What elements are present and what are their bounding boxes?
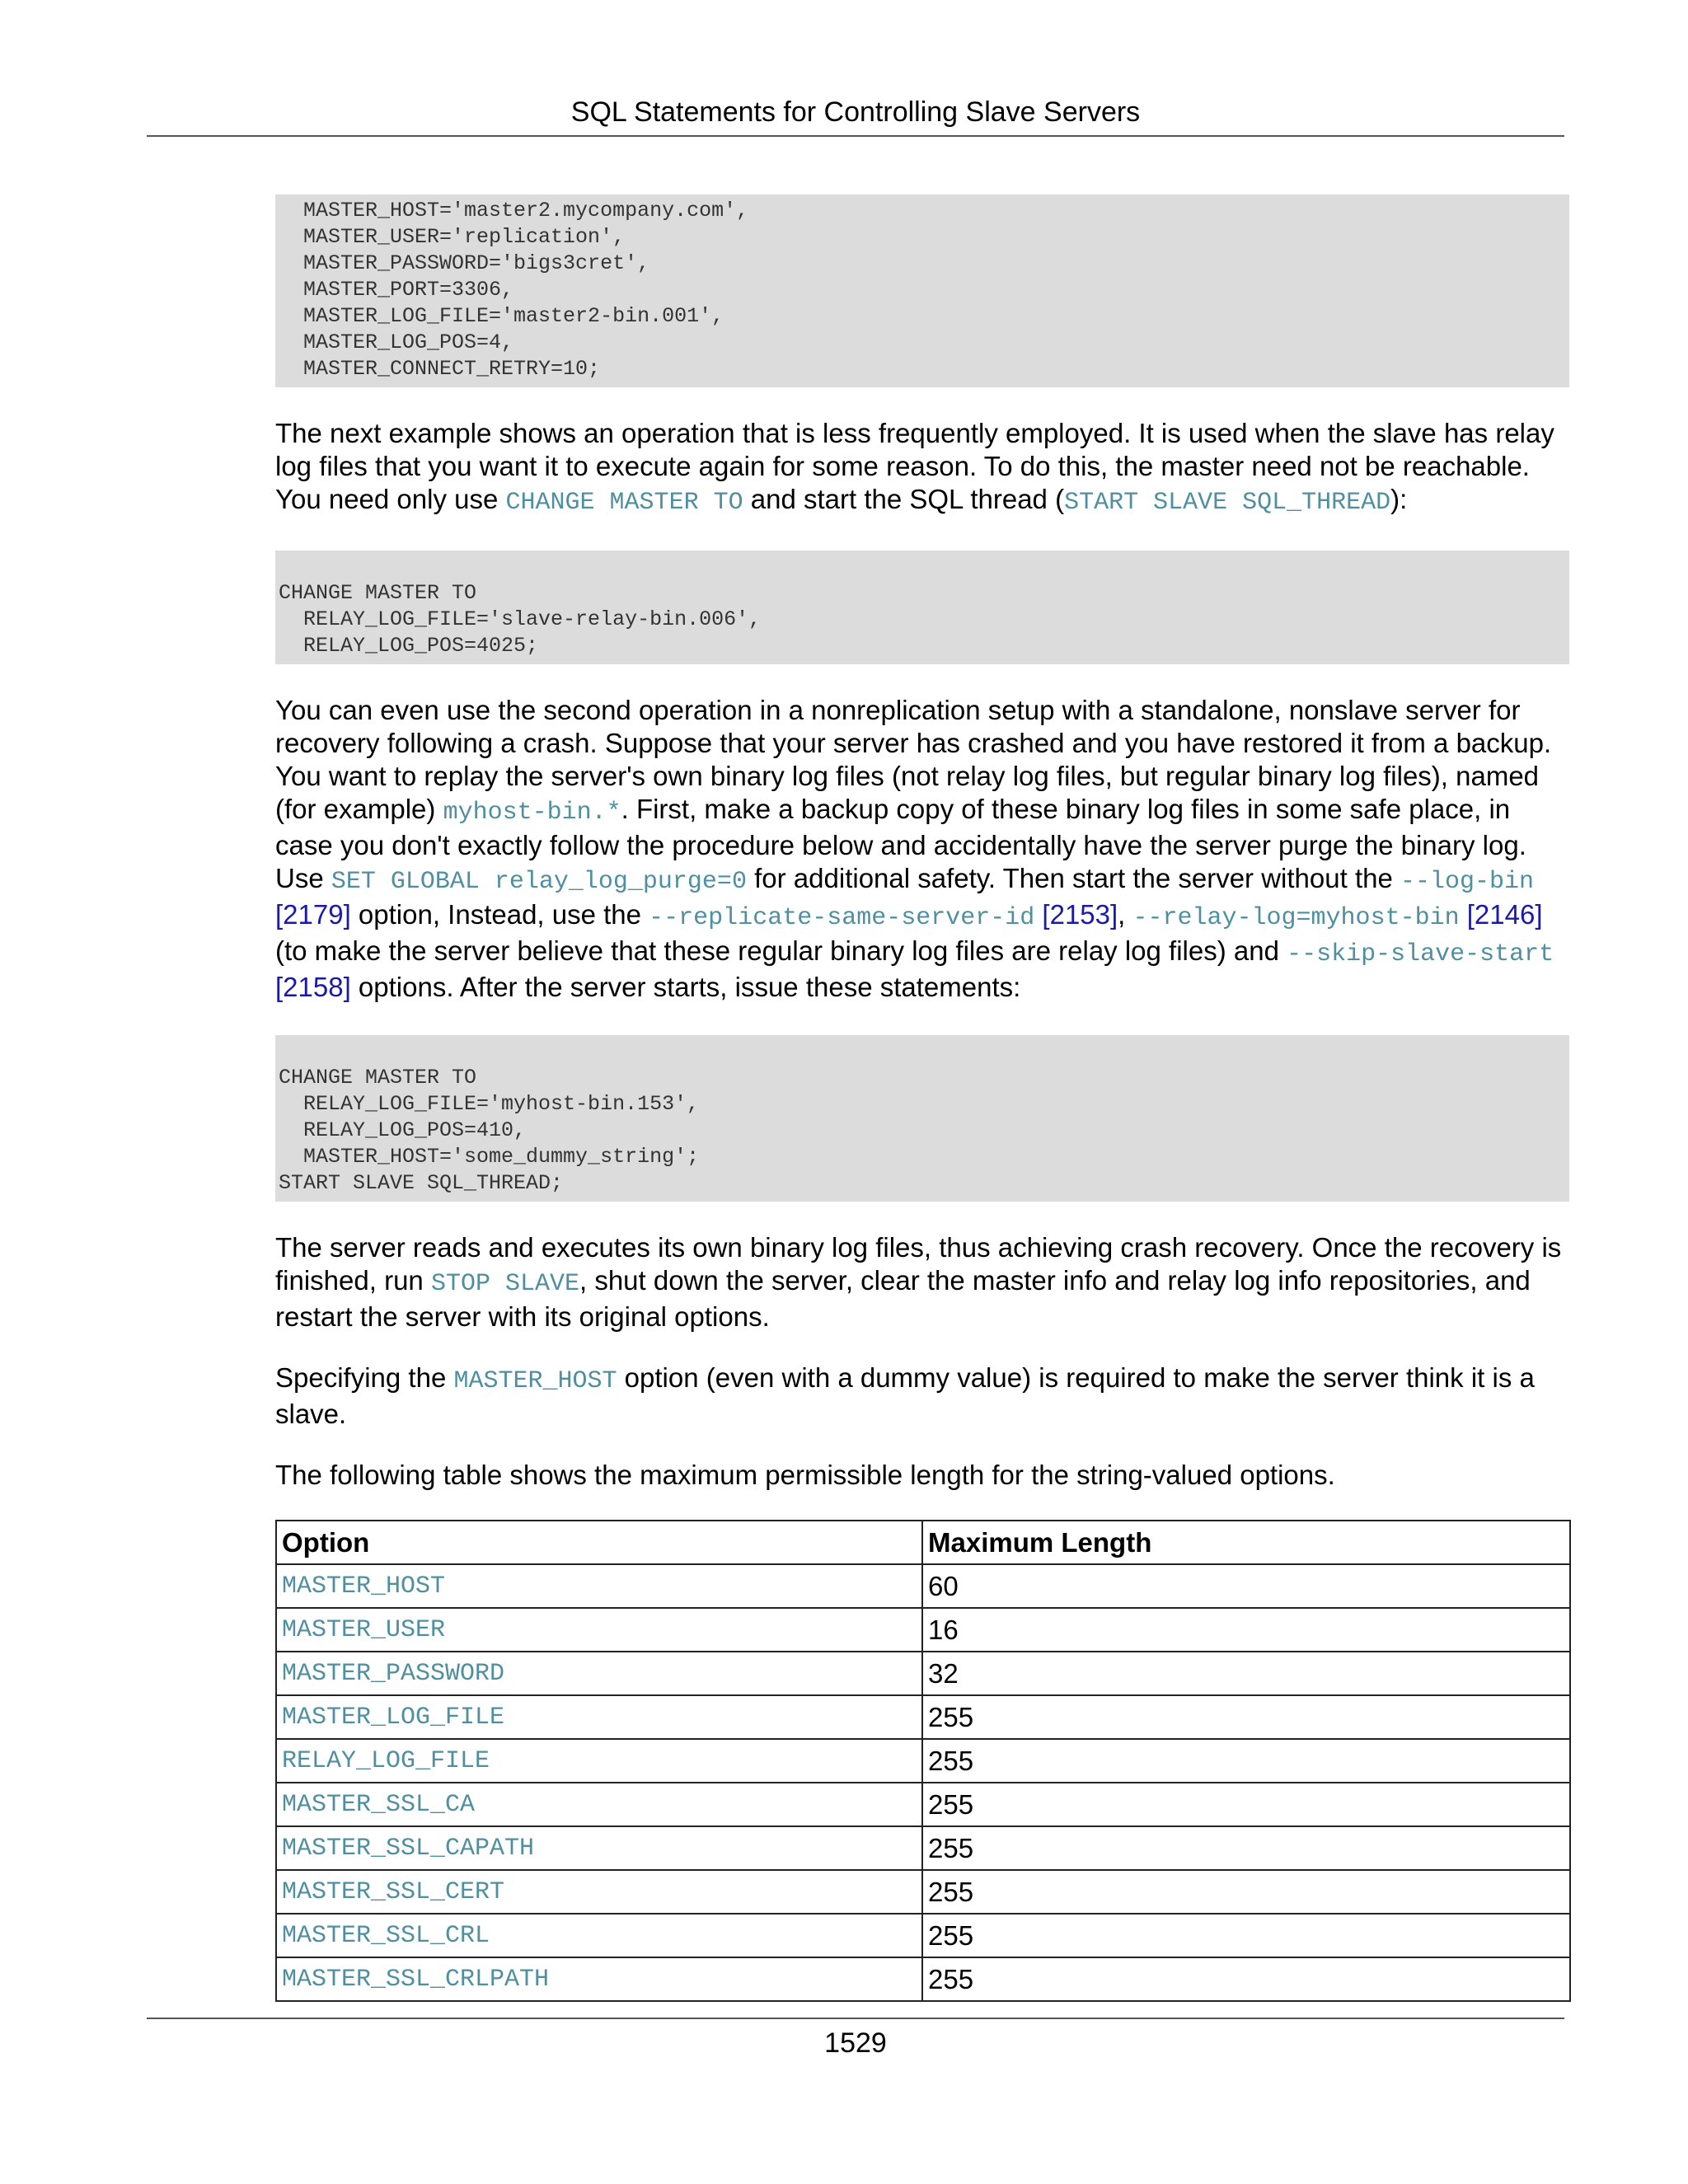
option-name-cell[interactable]: MASTER_PASSWORD [276,1652,922,1695]
link-change-master-to[interactable]: CHANGE MASTER TO [505,489,743,517]
max-length-cell: 255 [922,1826,1570,1870]
max-length-cell: 16 [922,1608,1570,1652]
code-line: MASTER_HOST='master2.mycompany.com', [279,199,749,223]
table-row [276,1914,1570,1957]
link-start-slave-sql-thread[interactable]: START SLAVE SQL_THREAD [1064,489,1391,517]
code-line: RELAY_LOG_POS=4025; [279,634,539,658]
text: option, Instead, use the [350,899,649,930]
code-line: MASTER_LOG_FILE='master2-bin.001', [279,304,724,328]
text: options. After the server starts, issue these statements: [350,972,1021,1002]
code-block-recovery-statements [275,1035,1569,1202]
link-replicate-same-server-id[interactable]: --replicate-same-server-id [649,904,1035,932]
text: . First, make a backup copy of these binary log files in some safe place, in case you don't exactly follow the procedure below and accidentally have the server purge the binary log. Use [275,794,1526,893]
max-length-cell: 255 [922,1957,1570,2001]
max-length-cell: 32 [922,1652,1570,1695]
paragraph-relay-log-intro [275,417,1569,519]
code-line: MASTER_PASSWORD='bigs3cret', [279,251,650,275]
link-master-host[interactable]: MASTER_HOST [453,1367,617,1395]
code-line: CHANGE MASTER TO [279,1066,477,1090]
xref-2158[interactable]: [2158] [275,972,351,1002]
code-block-change-master-example [275,194,1569,387]
table-row [276,1652,1570,1695]
max-length-cell: 255 [922,1870,1570,1914]
table-row [276,1695,1570,1739]
page-header-title: SQL Statements for Controlling Slave Servers [570,96,1141,128]
link-relay-log-option[interactable]: --relay-log=myhost-bin [1132,904,1460,932]
option-name-cell[interactable]: MASTER_SSL_CRLPATH [276,1957,922,2001]
text: The next example shows an operation that is less frequently employed. It is used when the slave has relay log files that you want it to execute again for some reason. To do this, the master need not be reachable. You need only use [275,418,1554,514]
code-line: RELAY_LOG_FILE='myhost-bin.153', [279,1092,700,1116]
text: Specifying the [275,1362,454,1393]
text: ): [1390,484,1408,514]
code-block-relay-log-example [275,551,1569,664]
option-name-cell[interactable]: MASTER_HOST [276,1564,922,1608]
inline-code-myhost-bin: myhost-bin.* [443,799,621,827]
text: for additional safety. Then start the server without the [746,863,1400,893]
option-name-cell[interactable]: MASTER_SSL_CA [276,1783,922,1826]
text: and start the SQL thread ( [743,484,1065,514]
code-line: MASTER_PORT=3306, [279,278,514,302]
code-line: RELAY_LOG_FILE='slave-relay-bin.006', [279,607,762,631]
text: The server reads and executes its own binary log files, thus achieving crash recovery. Once the recovery is finished, run [275,1232,1562,1296]
max-length-cell: 255 [922,1739,1570,1783]
code-line: START SLAVE SQL_THREAD; [279,1171,564,1195]
option-name-cell[interactable]: MASTER_SSL_CRL [276,1914,922,1957]
table-row [276,1739,1570,1783]
paragraph-recovery-result [275,1231,1569,1333]
table-row [276,1870,1570,1914]
text: , shut down the server, clear the master info and relay log info repositories, and restart the server with its original options. [275,1265,1531,1332]
table-row [276,1826,1570,1870]
xref-2146[interactable]: [2146] [1466,899,1543,930]
option-name-cell[interactable]: MASTER_LOG_FILE [276,1695,922,1739]
code-line: RELAY_LOG_POS=410, [279,1118,527,1142]
option-length-table [275,1520,1571,2002]
column-header-option: Option [276,1521,922,1564]
max-length-cell: 255 [922,1783,1570,1826]
header-divider [147,135,1564,137]
table-row [276,1957,1570,2001]
link-set-global-relay-log-purge[interactable]: SET GLOBAL relay_log_purge=0 [331,868,747,896]
code-line: MASTER_HOST='some_dummy_string'; [279,1145,700,1169]
page-number: 1529 [824,2027,887,2059]
text: , [1118,899,1133,930]
max-length-cell: 255 [922,1695,1570,1739]
code-line: MASTER_CONNECT_RETRY=10; [279,357,601,381]
link-stop-slave[interactable]: STOP SLAVE [430,1270,579,1298]
text: option (even with a dummy value) is required to make the server think it is a slave. [275,1362,1535,1429]
table-row [276,1564,1570,1608]
paragraph-table-intro [275,1459,1569,1492]
option-name-cell[interactable]: MASTER_SSL_CAPATH [276,1826,922,1870]
table-row [276,1783,1570,1826]
max-length-cell: 60 [922,1564,1570,1608]
table-row [276,1608,1570,1652]
column-header-maximum-length: Maximum Length [922,1521,1570,1564]
link-skip-slave-start[interactable]: --skip-slave-start [1287,940,1554,968]
option-name-cell[interactable]: RELAY_LOG_FILE [276,1739,922,1783]
code-line: MASTER_LOG_POS=4, [279,330,514,354]
text: The following table shows the maximum permissible length for the string-valued options. [275,1460,1335,1490]
text: (to make the server believe that these regular binary log files are relay log files) and [275,935,1287,966]
paragraph-crash-recovery [275,694,1569,1004]
footer-divider [147,2018,1564,2019]
xref-2153[interactable]: [2153] [1042,899,1118,930]
code-line: MASTER_USER='replication', [279,225,626,249]
link-log-bin-option[interactable]: --log-bin [1400,868,1535,896]
option-name-cell[interactable]: MASTER_SSL_CERT [276,1870,922,1914]
page-content [275,194,1569,2002]
max-length-cell: 255 [922,1914,1570,1957]
text: You can even use the second operation in a nonreplication setup with a standalone, nonslave server for recovery following a crash. Suppose that your server has crashed and you have restored it from a backup. You want to replay the server's own binary log files (not relay log files, but regular binary log files), named (for example) [275,695,1552,824]
option-name-cell[interactable]: MASTER_USER [276,1608,922,1652]
paragraph-master-host-note [275,1361,1569,1431]
code-line: CHANGE MASTER TO [279,581,477,605]
xref-2179[interactable]: [2179] [275,899,351,930]
table-header-row [276,1521,1570,1564]
